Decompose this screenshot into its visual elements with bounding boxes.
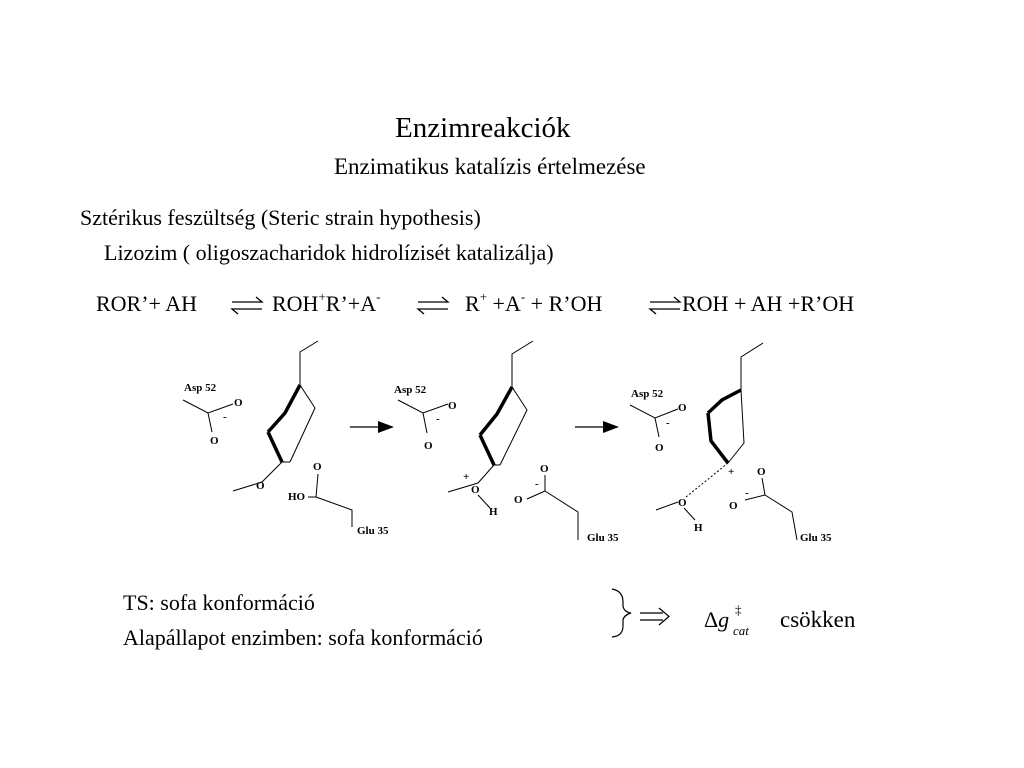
svg-text:O: O — [757, 466, 766, 478]
svg-text:-: - — [535, 478, 539, 490]
svg-text:O: O — [210, 435, 219, 447]
svg-text:O: O — [234, 397, 243, 409]
svg-text:-: - — [223, 411, 227, 423]
equation-species-2: ROH+R’+A- — [272, 288, 381, 316]
svg-text:-: - — [436, 413, 440, 425]
lysozyme-description: Lizozim ( oligoszacharidok hidrolízisét katalizálja) — [104, 240, 554, 265]
equilibrium-arrow-3 — [650, 297, 680, 314]
reaction-arrow-1 — [350, 421, 394, 433]
mechanism-step-1-labels — [184, 382, 389, 537]
ts-conformation-text: TS: sofa konformáció — [123, 590, 315, 615]
svg-text:O: O — [678, 497, 687, 509]
slide-subtitle: Enzimatikus katalízis értelmezése — [334, 154, 646, 179]
equation-species-3: R+ +A- + R’OH — [465, 288, 603, 316]
ground-state-conformation-text: Alapállapot enzimben: sofa konformáció — [123, 625, 483, 650]
svg-text:+: + — [728, 466, 735, 478]
svg-text:O: O — [424, 440, 433, 452]
svg-text:O: O — [313, 461, 322, 473]
svg-text:-: - — [666, 417, 670, 429]
steric-strain-heading: Sztérikus feszültség (Steric strain hypothesis) — [80, 205, 481, 230]
svg-text:O: O — [729, 500, 738, 512]
svg-text:O: O — [448, 400, 457, 412]
glu35-label: Glu 35 — [357, 525, 389, 537]
svg-text:H: H — [694, 522, 703, 534]
mechanism-step-1 — [183, 341, 352, 527]
equilibrium-arrow-1 — [232, 297, 262, 314]
svg-text:O: O — [655, 442, 664, 454]
equation-species-1: ROR’+ AH — [96, 291, 198, 316]
equilibrium-arrow-2 — [418, 297, 448, 314]
right-brace-icon — [612, 589, 631, 637]
glu35-label: Glu 35 — [800, 532, 832, 544]
glu35-label: Glu 35 — [587, 532, 619, 544]
svg-text:HO: HO — [288, 491, 306, 503]
equation-species-4: ROH + AH +R’OH — [682, 291, 855, 316]
slide-title: Enzimreakciók — [395, 112, 571, 144]
svg-text:O: O — [471, 484, 480, 496]
implies-arrow-icon — [640, 608, 669, 625]
asp52-label: Asp 52 — [184, 382, 217, 394]
svg-text:O: O — [256, 480, 265, 492]
asp52-label: Asp 52 — [631, 388, 664, 400]
result-text: csökken — [780, 607, 856, 632]
delta-g-cat-symbol: Δg ‡ cat — [704, 602, 749, 638]
svg-text:H: H — [489, 506, 498, 518]
reaction-arrow-2 — [575, 421, 619, 433]
svg-text:O: O — [540, 463, 549, 475]
svg-text:O: O — [678, 402, 687, 414]
svg-text:+: + — [463, 471, 470, 483]
svg-text:O: O — [514, 494, 523, 506]
svg-text:-: - — [745, 487, 749, 499]
mechanism-step-2-labels — [394, 384, 619, 544]
mechanism-step-3-labels — [631, 388, 832, 544]
asp52-label: Asp 52 — [394, 384, 427, 396]
